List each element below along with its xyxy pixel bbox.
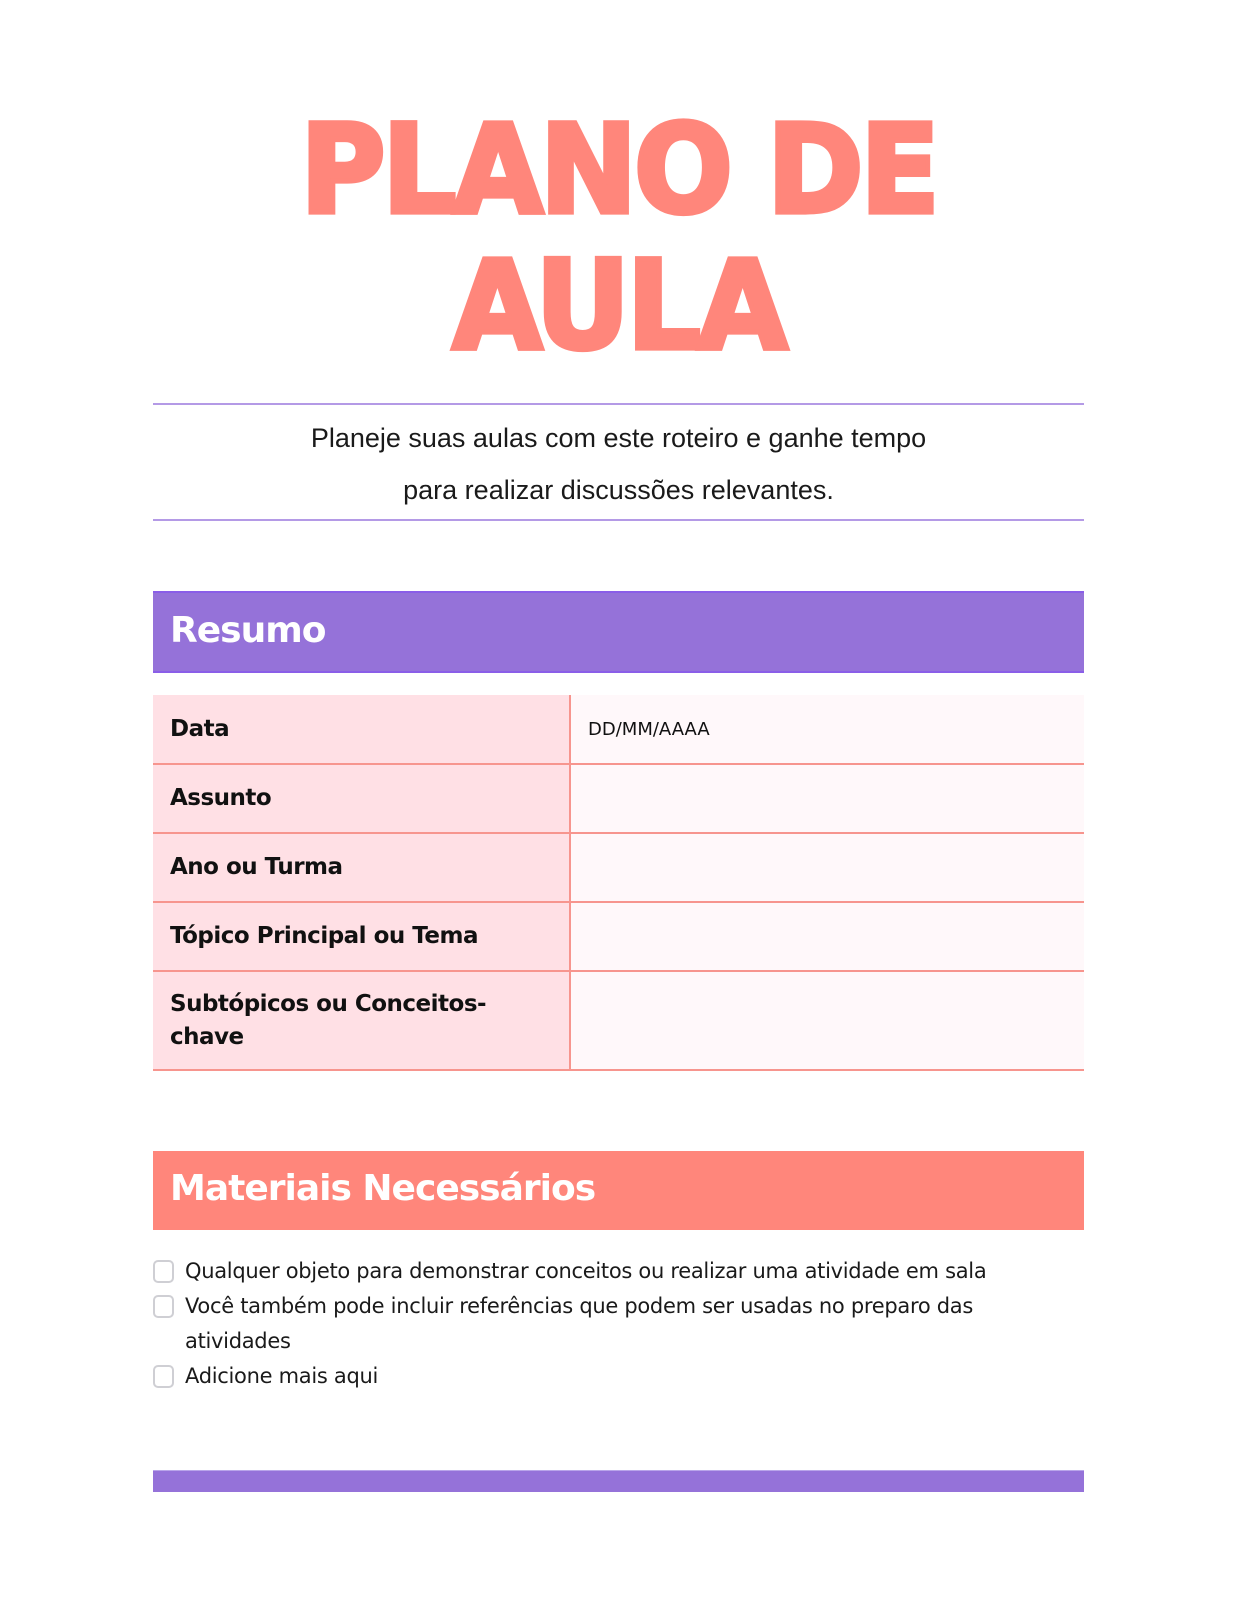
checkbox-icon[interactable] — [153, 1295, 174, 1318]
section-header-materiais: Materiais Necessários — [153, 1151, 1084, 1230]
subtitle — [153, 412, 1084, 516]
row-label-subtopicos: Subtópicos ou Conceitos-chave — [153, 971, 570, 1070]
row-label-topico: Tópico Principal ou Tema — [153, 902, 570, 971]
list-item-text: Você também pode incluir referências que podem ser usadas no preparo das atividades — [185, 1294, 974, 1353]
table-row — [153, 902, 1084, 971]
row-value-ano-turma[interactable] — [570, 833, 1084, 902]
list-item — [153, 1254, 1053, 1289]
divider-top — [153, 403, 1084, 405]
row-value-subtopicos[interactable] — [570, 971, 1084, 1070]
subtitle-line-1: Planeje suas aulas com este roteiro e ganhe tempo — [310, 423, 927, 453]
row-value-assunto[interactable] — [570, 764, 1084, 833]
summary-table — [153, 695, 1084, 1071]
title-line-2: AULA — [452, 235, 785, 378]
list-item — [153, 1289, 1053, 1359]
row-value-data[interactable]: DD/MM/AAAA — [570, 695, 1084, 764]
list-item-text: Adicione mais aqui — [185, 1364, 379, 1388]
footer-bar — [153, 1470, 1084, 1492]
checkbox-icon[interactable] — [153, 1365, 174, 1388]
materials-checklist — [153, 1254, 1053, 1394]
checkbox-icon[interactable] — [153, 1260, 174, 1283]
title-line-1: PLANO DE — [300, 99, 937, 242]
row-label-data: Data — [153, 695, 570, 764]
list-item-text: Qualquer objeto para demonstrar conceitos ou realizar uma atividade em sala — [185, 1259, 987, 1283]
page-title — [0, 99, 1237, 378]
table-row — [153, 695, 1084, 764]
row-label-ano-turma: Ano ou Turma — [153, 833, 570, 902]
section-header-resumo: Resumo — [153, 591, 1084, 673]
table-row — [153, 833, 1084, 902]
subtitle-line-2: para realizar discussões relevantes. — [403, 475, 834, 505]
table-row — [153, 971, 1084, 1070]
row-value-topico[interactable] — [570, 902, 1084, 971]
list-item — [153, 1359, 1053, 1394]
table-row — [153, 764, 1084, 833]
row-label-assunto: Assunto — [153, 764, 570, 833]
divider-bottom — [153, 519, 1084, 521]
